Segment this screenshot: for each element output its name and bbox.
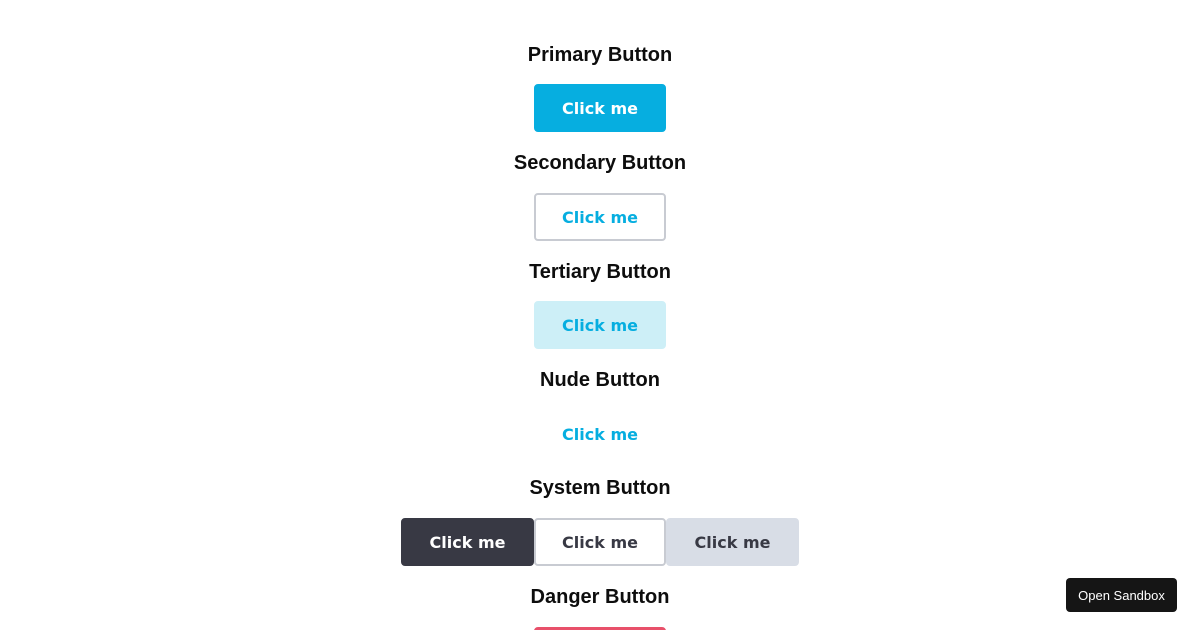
tertiary-button-heading: Tertiary Button (529, 261, 671, 283)
primary-button-heading: Primary Button (527, 44, 673, 66)
danger-button-heading: Danger Button (530, 586, 670, 608)
nude-button-heading: Nude Button (540, 369, 660, 391)
secondary-button[interactable]: Click me (534, 193, 666, 241)
system-button-dark[interactable]: Click me (401, 518, 534, 566)
tertiary-button[interactable]: Click me (534, 301, 666, 349)
primary-button[interactable]: Click me (534, 84, 666, 132)
secondary-button-heading: Secondary Button (513, 152, 687, 174)
open-sandbox-button[interactable]: Open Sandbox (1066, 578, 1177, 612)
system-button-light[interactable]: Click me (534, 518, 666, 566)
nude-button[interactable]: Click me (562, 424, 638, 444)
system-button-grey[interactable]: Click me (666, 518, 799, 566)
system-button-heading: System Button (529, 477, 671, 499)
